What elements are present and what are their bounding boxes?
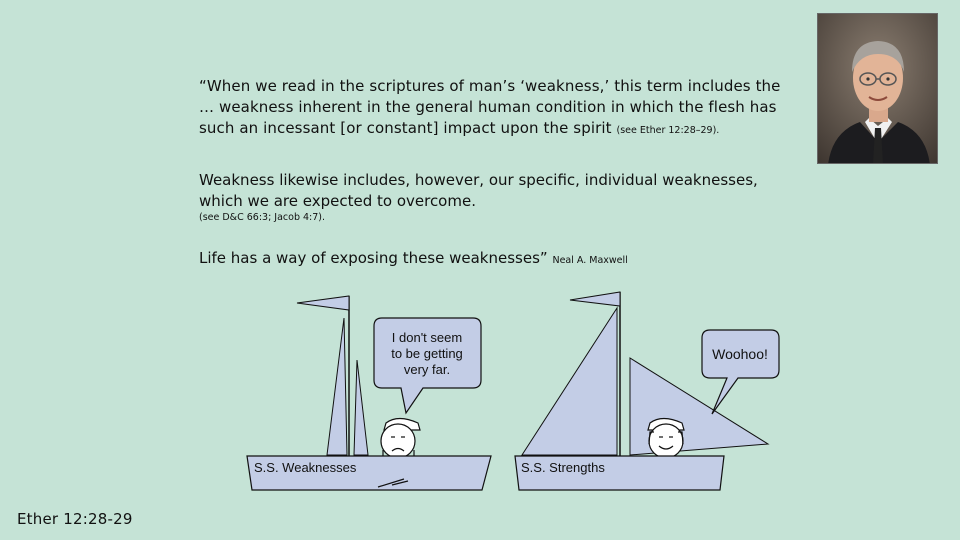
right-boat — [515, 292, 768, 490]
left-speech-bubble — [374, 318, 481, 413]
quote-para2-line-2: which we are expected to overcome. — [199, 192, 476, 210]
quote-attribution: Neal A. Maxwell — [552, 255, 628, 266]
quote-para2-reference: (see D&C 66:3; Jacob 4:7). — [199, 212, 326, 223]
quote-para2-line-1: Weakness likewise includes, however, our specific, individual weaknesses, — [199, 171, 758, 189]
left-bubble-line-1: I don't seem — [391, 330, 463, 345]
left-flag — [297, 296, 349, 310]
quote-para3-text: Life has a way of exposing these weaknesses” — [199, 249, 548, 267]
quote-line-3-reference: (see Ether 12:28–29). — [616, 125, 720, 136]
right-flag — [570, 292, 620, 306]
happy-sailor — [648, 419, 684, 459]
left-bubble-line-2: to be getting — [391, 346, 463, 361]
scripture-reference: Ether 12:28-29 — [17, 510, 133, 528]
right-speech-bubble — [702, 330, 779, 414]
right-sail — [522, 308, 617, 455]
right-bubble-text: Woohoo! — [712, 346, 768, 362]
left-sail — [327, 318, 347, 455]
quote-line-2: … weakness inherent in the general human condition in which the flesh has — [199, 98, 777, 116]
right-boat-name: S.S. Strengths — [521, 460, 605, 475]
quote-line-1: “When we read in the scriptures of man’s ‘weakness,’ this term includes the — [199, 77, 781, 95]
left-jib — [354, 360, 368, 455]
left-bubble-line-3: very far. — [403, 362, 451, 377]
left-boat-name: S.S. Weaknesses — [254, 460, 357, 475]
quote-line-3-text: such an incessant [or constant] impact upon the spirit — [199, 119, 612, 137]
